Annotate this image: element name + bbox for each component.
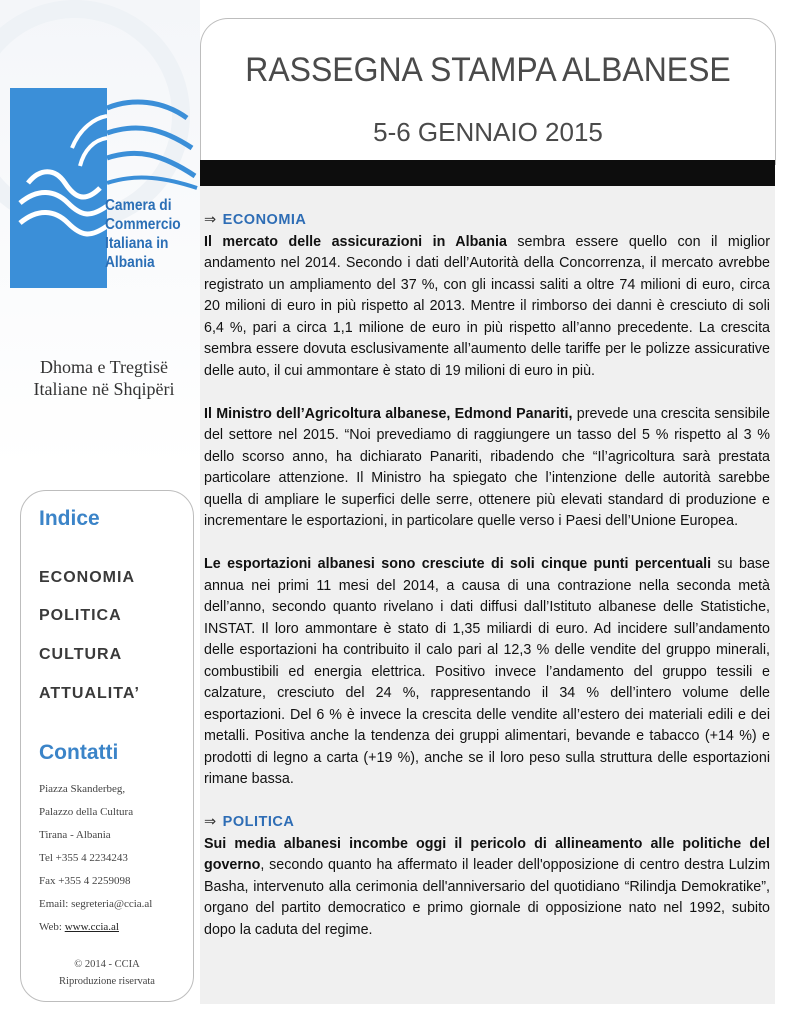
contact-address-2: Palazzo della Cultura — [39, 806, 134, 818]
wave-emblem-extension-icon — [107, 88, 200, 193]
index-heading: Indice — [39, 507, 100, 530]
article-paragraph: Sui media albanesi incombe oggi il pericolo di allineamento alle politiche del governo, secondo quanto ha affermato il leader dell'opposizione di centro destra Lulzim Basha, intervenuto alla cerimonia dell'anniversario del quotidiano “Rilindja Demokratike”, organo del partito democratico e primo giornale di opposizione nato nel 1992, subito dopo la caduta del regime. — [204, 835, 770, 938]
section-heading-economia: ⇒ ECONOMIA — [204, 212, 307, 228]
article-paragraph: Il mercato delle assicurazioni in Albania sembra essere quello con il miglior andamento nel 2014. Secondo i dati dell’Autorità della Concorrenza, il mercato avrebbe registrato un ampliamento del 37 %, con gli incassi saliti a oltre 74 milioni di euro, circa 20 milioni di euro in più rispetto al 2013. Mentre il rimborso dei danni è cresciuto di soli 6,4 %, pari a circa 1,1 milione de euro in più rispetto all’anno precedente. La crescita sembra essere dovuta esclusivamente all’aumento delle tariffe per le polizze assicurative delle auto, il cui ammontare è stato di 19 milioni di euro in più. — [204, 233, 770, 379]
logo-name: Camera di Commercio Italiana in Albania — [105, 197, 181, 271]
contact-city: Tirana - Albania — [39, 829, 111, 841]
logo-emblem — [10, 88, 107, 288]
section-heading-politica: ⇒ POLITICA — [204, 814, 295, 830]
rights-notice: Riproduzione riservata — [59, 976, 155, 987]
albanian-name: Dhoma e Tregtisë Italiane në Shqipëri — [33, 357, 175, 399]
contact-address-1: Piazza Skanderbeg, — [39, 783, 126, 795]
arrow-right-icon: ⇒ — [204, 212, 217, 228]
page-title: RASSEGNA STAMPA ALBANESE — [245, 51, 731, 89]
page-header — [200, 18, 776, 165]
sidebar-panel — [20, 490, 194, 1002]
contact-web: Web: www.ccia.al — [39, 921, 119, 933]
article-paragraph: Il Ministro dell’Agricoltura albanese, Edmond Panariti, prevede una crescita sensibile del settore nel 2015. “Noi prevediamo di raggiungere un tasso del 5 % rispetto al 3 % dello scorso anno, ha dichiarato Panariti, ribadendo che “Il’agricoltura sarà prestata particolare attenzione. Il Ministro ha spiegato che l’intenzione delle autorità sarebbe quella di ampliare le superfici delle serre, ottenere più elevati standard di produzione e incrementare le esportazioni, in particolare quelle verso i Paesi dell’Unione Europea. — [204, 405, 770, 529]
contact-tel: Tel +355 4 2234243 — [39, 852, 128, 864]
index-item-attualita[interactable]: ATTUALITA’ — [39, 685, 140, 702]
contact-fax: Fax +355 4 2259098 — [39, 875, 131, 887]
copyright: © 2014 - CCIA — [74, 959, 140, 970]
contacts-heading: Contatti — [39, 741, 119, 764]
index-item-economia[interactable]: ECONOMIA — [39, 569, 135, 586]
issue-date: 5-6 GENNAIO 2015 — [373, 117, 603, 147]
index-item-politica[interactable]: POLITICA — [39, 607, 122, 624]
index-item-cultura[interactable]: CULTURA — [39, 646, 123, 663]
arrow-right-icon: ⇒ — [204, 814, 217, 830]
article-body — [200, 186, 775, 1004]
header-divider — [200, 160, 775, 186]
article-paragraph: Le esportazioni albanesi sono cresciute di soli cinque punti percentuali su base annua nei primi 11 mesi del 2014, a causa di una contrazione nella seconda metà dell’anno, secondo quanto rivelano i dati diffusi dall’Istituto albanese delle Statistiche, INSTAT. Il loro ammontare è stato di 1,35 miliardi di euro. Ad incidere sull’andamento delle esportazioni ha contribuito il calo pari al 12,3 % delle vendite del gruppo minerali, combustibili ed energia elettrica. Positivo invece l’andamento del gruppo tessili e calzature, cresciuto del 24 %, rappresentando il 34 % dell’intero volume delle esportazioni. Del 6 % è invece la crescita delle vendite all’estero dei materiali edili e dei metalli. Positiva anche la tendenza dei gruppi alimentari, bevande e tabacco (+14 %) e prodotti di legno a carta (+19 %), anche se il loro peso sulla struttura delle esportazioni rimane bassa. — [204, 556, 770, 787]
web-link[interactable]: www.ccia.al — [64, 921, 119, 933]
wave-emblem-icon — [10, 88, 107, 288]
article-content — [204, 210, 770, 963]
contact-email[interactable]: Email: segreteria@ccia.al — [39, 898, 153, 910]
